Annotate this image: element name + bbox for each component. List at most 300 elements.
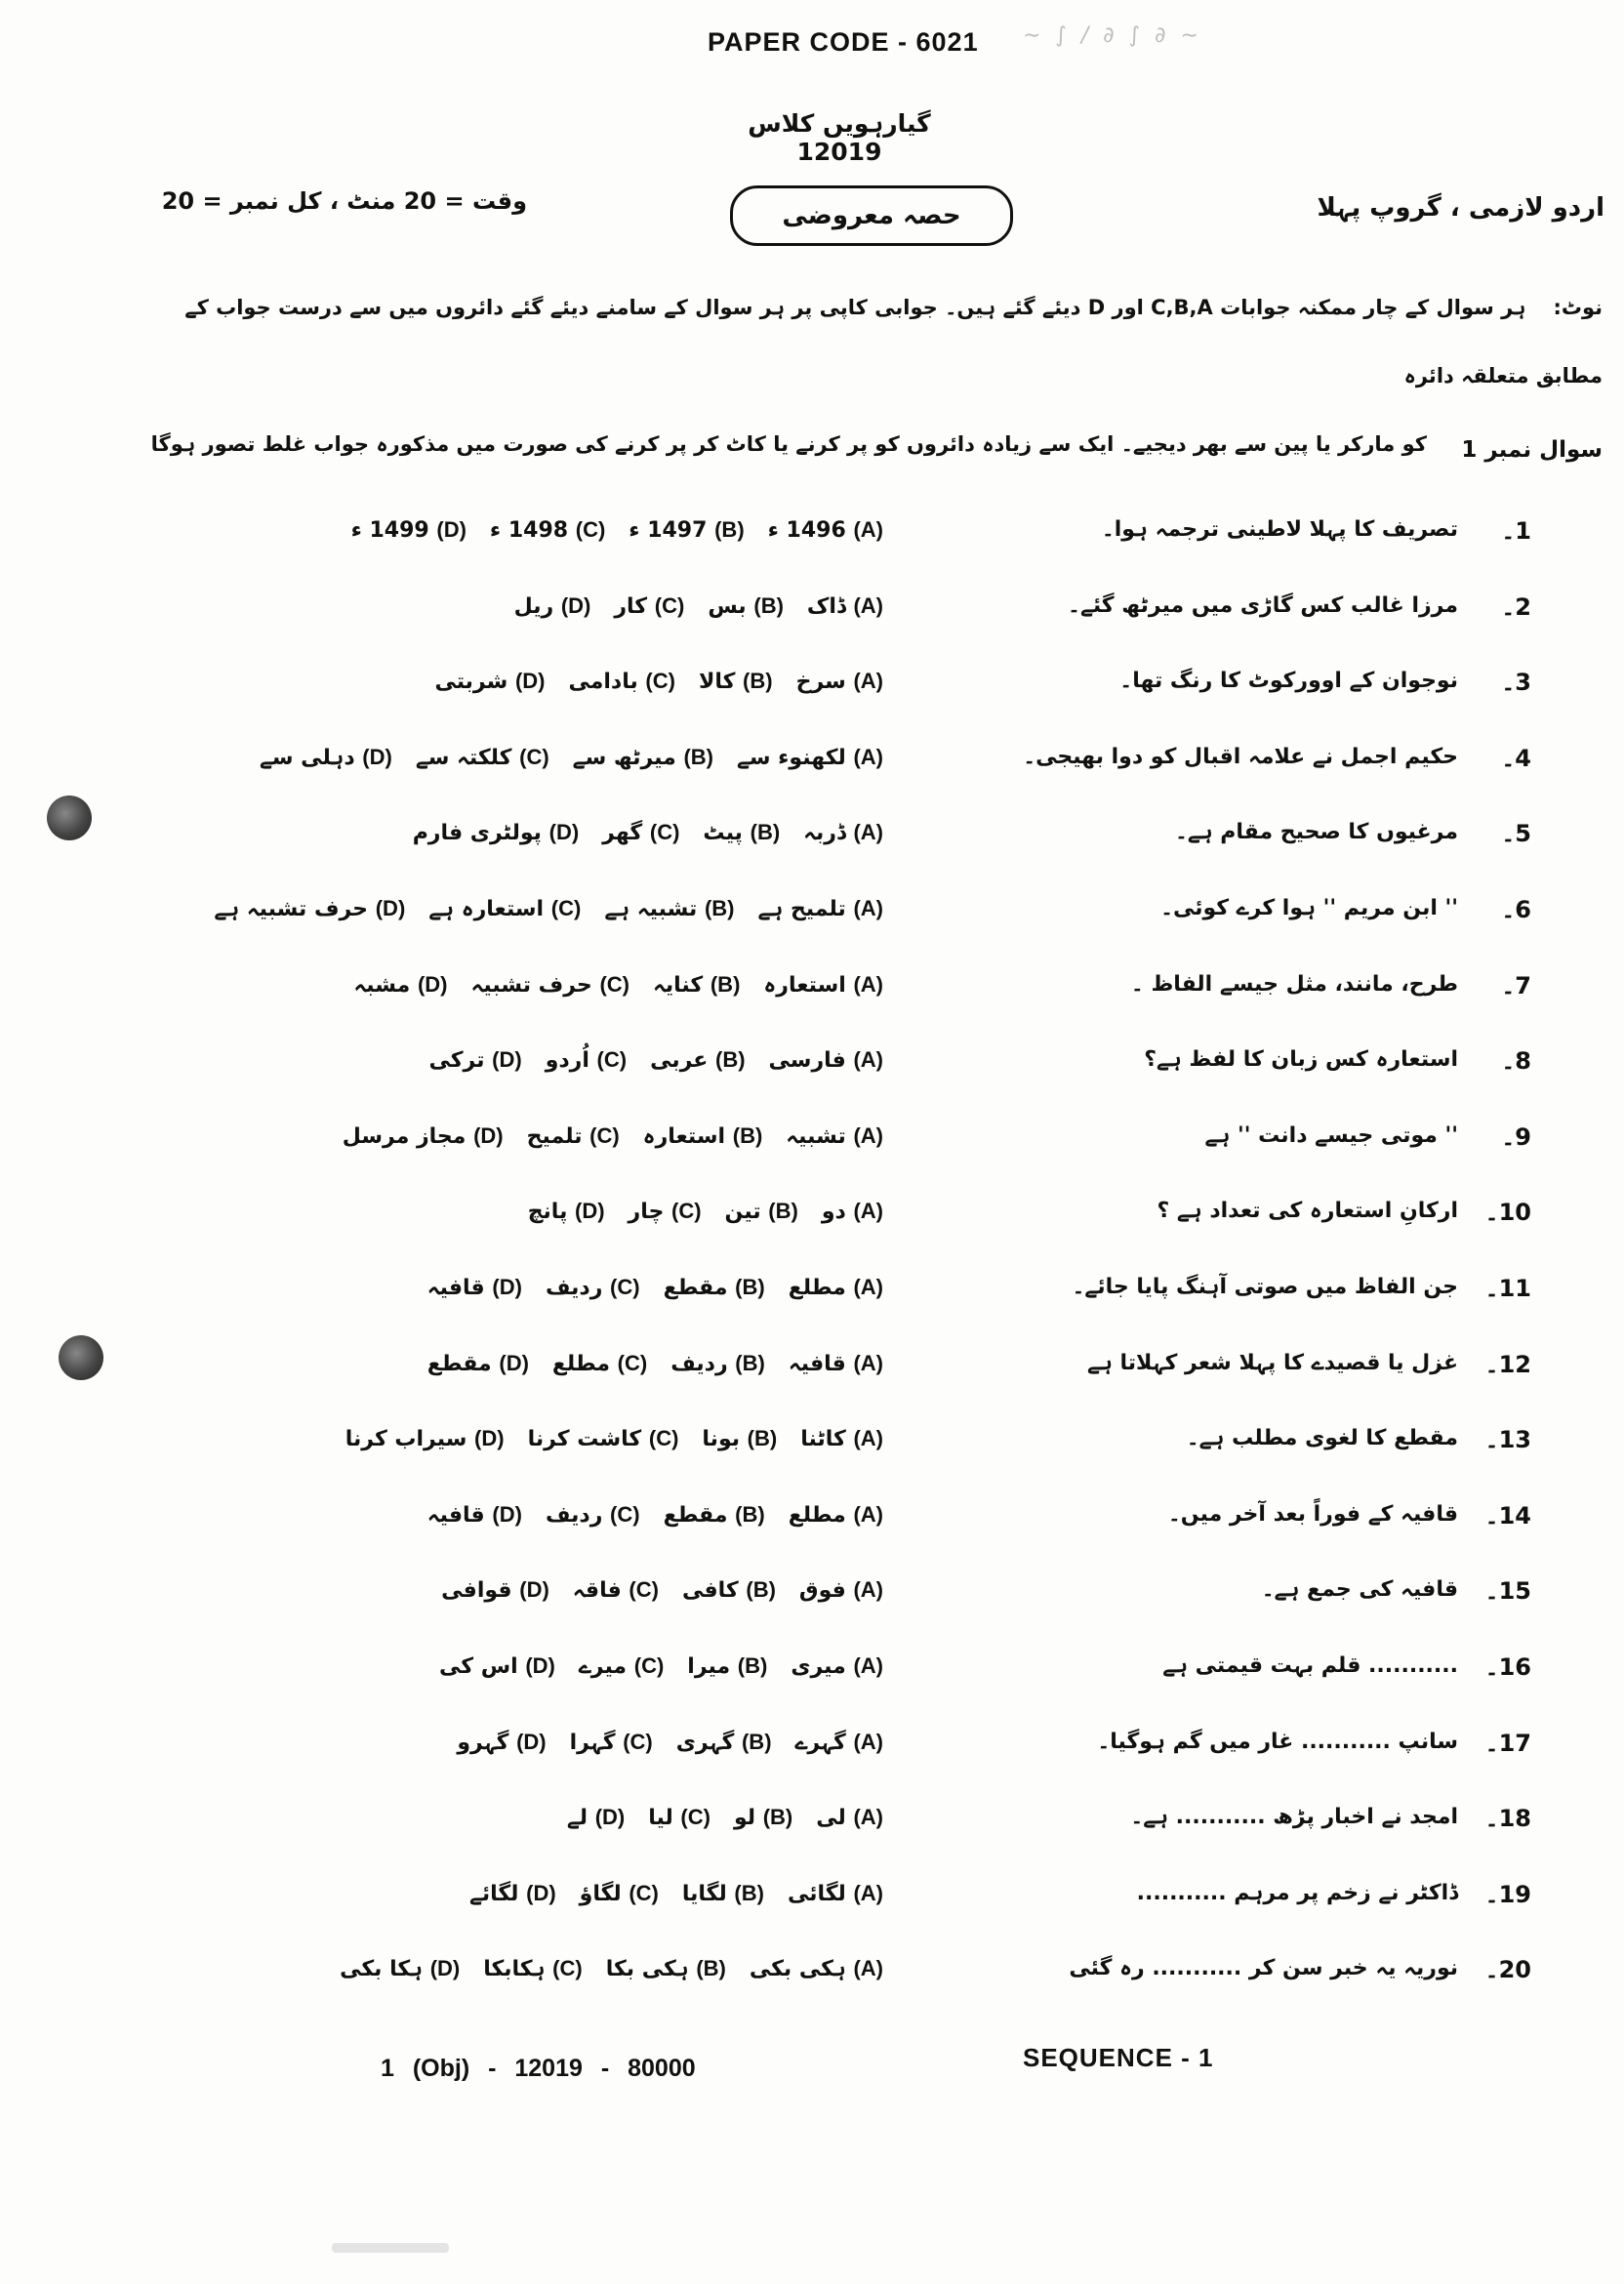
option-text: ہکا بکی <box>340 1957 424 1981</box>
question-text: نوریہ یہ خبر سن کر ........... رہ گئی <box>1069 1956 1458 1980</box>
option-text: قافیہ <box>788 1352 846 1376</box>
question-number: 15۔ <box>1484 1577 1531 1605</box>
answer-options <box>146 669 883 694</box>
question-number: 12۔ <box>1484 1351 1531 1378</box>
answer-option <box>789 1275 883 1300</box>
option-label: (A) <box>853 972 883 997</box>
question-number: 1۔ <box>1501 517 1531 545</box>
answer-option <box>643 1123 763 1149</box>
option-text: لگائی <box>787 1882 846 1906</box>
answer-options <box>146 1502 883 1528</box>
question-number: 18۔ <box>1484 1805 1531 1832</box>
answer-options <box>146 820 883 845</box>
answer-option <box>528 1199 605 1224</box>
question-text: '' ابن مریم '' ہوا کرے کوئی۔ <box>1160 896 1458 920</box>
option-label: (B) <box>741 1730 772 1754</box>
option-label: (C) <box>629 1881 659 1905</box>
footer-code: 1 (Obj) - 12019 - 80000 <box>381 2055 696 2082</box>
option-label: (B) <box>710 972 741 997</box>
option-text: مقطع <box>663 1276 728 1300</box>
option-label: (B) <box>715 1047 746 1072</box>
option-label: (D) <box>375 896 406 920</box>
option-text: فاقہ <box>572 1578 622 1603</box>
option-text: گہری <box>675 1731 735 1755</box>
option-label: (A) <box>853 517 883 542</box>
option-text: شربتی <box>434 670 508 694</box>
option-label: (D) <box>492 1047 522 1072</box>
answer-option <box>703 820 780 845</box>
option-text: میری <box>791 1654 846 1679</box>
option-text: 1496 ء <box>767 518 846 543</box>
answer-option <box>699 669 773 694</box>
answer-option <box>413 820 579 845</box>
answer-option <box>737 745 883 770</box>
option-label: (D) <box>519 1577 549 1602</box>
punch-hole <box>47 795 92 840</box>
option-text: کار <box>614 594 648 619</box>
option-text: استعارہ <box>642 1124 726 1149</box>
option-text: لے <box>566 1806 589 1830</box>
answer-option <box>427 1502 522 1528</box>
answer-option <box>353 972 447 998</box>
answer-option <box>734 1805 792 1830</box>
answer-option <box>682 1881 764 1906</box>
answer-option <box>428 1047 521 1073</box>
option-label: (D) <box>525 1653 555 1678</box>
option-text: حرف تشبیہ <box>470 973 592 998</box>
answer-options <box>146 1199 883 1224</box>
answer-option <box>490 517 605 543</box>
answer-option <box>570 1730 653 1755</box>
option-text: حرف تشبیہ ہے <box>214 897 369 921</box>
option-label: (D) <box>474 1426 505 1450</box>
answer-option <box>567 1805 625 1830</box>
option-label: (A) <box>853 1805 883 1829</box>
option-label: (D) <box>473 1123 504 1148</box>
option-text: دہلی سے <box>260 746 355 770</box>
answer-option <box>340 1956 460 1981</box>
option-label: (A) <box>853 1199 883 1223</box>
option-text: گہرے <box>794 1731 846 1755</box>
option-label: (B) <box>734 1881 764 1905</box>
answer-options <box>146 1351 883 1376</box>
option-label: (B) <box>735 1502 765 1527</box>
answer-option <box>434 669 545 694</box>
option-text: ہکابکا <box>483 1957 546 1981</box>
option-label: (D) <box>499 1351 529 1375</box>
question-heading: سوال نمبر 1 <box>1461 437 1603 463</box>
answer-options <box>146 1653 883 1679</box>
answer-option <box>768 517 883 543</box>
option-label: (A) <box>853 1881 883 1905</box>
answer-option <box>786 1123 883 1149</box>
option-text: کلکتہ سے <box>415 746 512 770</box>
note-text-1: ہر سوال کے چار ممکنہ جوابات C,B,A اور D دیئے گئے ہیں۔ جوابی کاپی پر ہر سوال کے سامنے دیئے گئے دائروں میں سے درست جواب کے مطابق متعلقہ دائرہ <box>184 296 1603 387</box>
option-label: (B) <box>753 593 784 618</box>
option-text: لگائے <box>468 1882 519 1906</box>
option-text: اس کی <box>439 1654 518 1679</box>
answer-option <box>428 896 581 921</box>
answer-option <box>664 1275 765 1300</box>
option-label: (A) <box>853 1730 883 1754</box>
question-number: 17۔ <box>1484 1730 1531 1757</box>
option-label: (C) <box>596 1047 628 1072</box>
option-text: لیا <box>648 1806 673 1830</box>
option-label: (C) <box>550 896 582 920</box>
option-text: پانچ <box>527 1200 568 1224</box>
answer-option <box>799 1577 883 1603</box>
answer-options <box>146 1577 883 1603</box>
answer-option <box>552 1351 647 1376</box>
option-label: (B) <box>704 896 735 920</box>
option-text: قافیہ <box>426 1503 485 1528</box>
answer-option <box>796 669 883 694</box>
option-text: کافی <box>681 1578 739 1603</box>
question-number: 6۔ <box>1501 896 1531 923</box>
option-text: 1498 ء <box>489 518 569 543</box>
question-text: سانپ ........... غار میں گم ہوگیا۔ <box>1097 1730 1458 1754</box>
question-text: ارکانِ استعارہ کی تعداد ہے ؟ <box>1157 1199 1458 1223</box>
option-text: فارسی <box>768 1048 846 1073</box>
option-label: (A) <box>853 1123 883 1148</box>
answer-option <box>803 820 883 845</box>
section-title: حصہ معروضی <box>730 185 1013 246</box>
option-label: (C) <box>575 517 606 542</box>
option-label: (C) <box>629 1577 659 1602</box>
option-label: (D) <box>526 1881 556 1905</box>
option-text: کاشت کرنا <box>527 1427 642 1451</box>
time-and-marks: وقت = 20 منٹ ، کل نمبر = 20 <box>161 187 527 215</box>
answer-options <box>146 1805 883 1830</box>
question-number: 2۔ <box>1501 593 1531 621</box>
question-number: 13۔ <box>1484 1426 1531 1453</box>
option-text: استعارہ <box>763 973 846 998</box>
answer-option <box>343 1123 504 1149</box>
option-text: عربی <box>650 1048 709 1073</box>
option-text: 1499 ء <box>350 518 429 543</box>
option-label: (A) <box>853 1351 883 1375</box>
option-text: مطلع <box>788 1276 846 1300</box>
option-text: کالا <box>698 670 736 694</box>
option-text: مشبہ <box>353 973 411 998</box>
option-text: تشبیہ ہے <box>604 897 698 921</box>
option-label: (D) <box>514 669 546 693</box>
answer-option <box>457 1730 546 1755</box>
answer-option <box>750 1956 883 1981</box>
paper-code: PAPER CODE - 6021 <box>708 27 979 57</box>
answer-options <box>146 1426 883 1451</box>
answer-option <box>573 1577 659 1603</box>
option-label: (D) <box>417 972 448 997</box>
question-text: مرزا غالب کس گاڑی میں میرٹھ گئے۔ <box>1068 593 1458 618</box>
question-number: 16۔ <box>1484 1653 1531 1681</box>
option-text: میرٹھ سے <box>572 746 676 770</box>
answer-option <box>614 593 684 619</box>
option-text: ڈربہ <box>803 821 846 845</box>
question-text: استعارہ کس زبان کا لفظ ہے؟ <box>1144 1047 1458 1072</box>
option-label: (B) <box>714 517 745 542</box>
scan-smudge <box>332 2243 449 2253</box>
option-label: (A) <box>853 1047 883 1072</box>
answer-option <box>653 972 740 998</box>
answer-option <box>483 1956 582 1981</box>
question-number: 3۔ <box>1501 669 1531 696</box>
answer-option <box>514 593 591 619</box>
option-label: (A) <box>853 669 883 693</box>
option-label: (B) <box>696 1956 726 1980</box>
answer-option <box>763 972 883 998</box>
answer-option <box>579 1653 664 1679</box>
question-text: جن الفاظ میں صوتی آہنگ پایا جائے۔ <box>1072 1275 1458 1299</box>
option-text: پیٹ <box>703 821 743 845</box>
answer-option <box>816 1805 883 1830</box>
option-label: (D) <box>548 820 580 844</box>
question-text: طرح، مانند، مثل جیسے الفاظ ۔ <box>1130 972 1458 997</box>
answer-option <box>441 1577 549 1603</box>
option-text: میرے <box>578 1654 628 1679</box>
answer-option <box>702 1426 777 1451</box>
question-number: 8۔ <box>1501 1047 1531 1075</box>
option-label: (A) <box>853 593 883 618</box>
answer-option <box>725 1199 798 1224</box>
answer-option <box>351 517 467 543</box>
option-text: لگایا <box>681 1882 727 1906</box>
question-number: 10۔ <box>1484 1199 1531 1226</box>
option-text: مقطع <box>426 1352 492 1376</box>
answer-option <box>682 1577 776 1603</box>
option-text: قافیہ <box>426 1276 485 1300</box>
option-label: (B) <box>762 1805 793 1829</box>
option-text: چار <box>628 1200 665 1224</box>
option-label: (C) <box>649 820 680 844</box>
answer-options <box>146 593 883 619</box>
answer-option <box>629 517 744 543</box>
question-number: 11۔ <box>1484 1275 1531 1302</box>
option-text: پولٹری فارم <box>412 821 542 845</box>
answer-option <box>602 820 679 845</box>
option-label: (C) <box>680 1805 710 1829</box>
option-label: (A) <box>853 1577 883 1602</box>
answer-option <box>769 1047 883 1073</box>
answer-option <box>795 1730 883 1755</box>
question-text: حکیم اجمل نے علامہ اقبال کو دوا بھیجی۔ <box>1023 745 1458 769</box>
option-text: تین <box>724 1200 761 1224</box>
answer-option <box>788 1881 883 1906</box>
answer-option <box>546 1502 640 1528</box>
answer-option <box>416 745 549 770</box>
option-label: (D) <box>492 1275 522 1299</box>
answer-option <box>822 1199 883 1224</box>
subject-group: اردو لازمی ، گروپ پہلا <box>1317 193 1604 223</box>
option-label: (C) <box>617 1351 648 1375</box>
option-text: گہرو <box>457 1731 509 1755</box>
question-number: 7۔ <box>1501 972 1531 999</box>
answer-option <box>676 1730 772 1755</box>
answer-option <box>648 1805 710 1830</box>
answer-option <box>758 896 884 921</box>
question-text: قافیہ کے فوراً بعد آخر میں۔ <box>1167 1502 1458 1527</box>
option-label: (B) <box>737 1653 768 1678</box>
question-number: 5۔ <box>1501 820 1531 847</box>
option-text: تلمیح ہے <box>757 897 846 921</box>
footer-sequence: SEQUENCE - 1 <box>1023 2043 1214 2072</box>
answer-option <box>568 669 674 694</box>
option-label: (B) <box>743 669 773 693</box>
answer-options <box>146 517 883 543</box>
option-label: (C) <box>671 1199 702 1223</box>
answer-option <box>546 1047 627 1073</box>
question-text: مرغیوں کا صحیح مقام ہے۔ <box>1174 820 1458 844</box>
answer-option <box>260 745 392 770</box>
option-label: (A) <box>853 745 883 769</box>
answer-option <box>546 1275 640 1300</box>
option-label: (B) <box>747 1426 778 1450</box>
question-text: امجد نے اخبار پڑھ ........... ہے۔ <box>1130 1805 1458 1829</box>
option-text: تشبیہ <box>786 1124 846 1149</box>
option-label: (A) <box>853 896 883 920</box>
punch-hole <box>59 1335 103 1380</box>
option-label: (C) <box>623 1730 653 1754</box>
answer-option <box>345 1426 505 1451</box>
answer-option <box>789 1502 883 1528</box>
question-number: 20۔ <box>1484 1956 1531 1983</box>
option-label: (D) <box>429 1956 461 1980</box>
answer-option <box>471 972 629 998</box>
option-label: (D) <box>575 1199 605 1223</box>
option-label: (A) <box>853 1956 883 1980</box>
answer-option <box>800 1426 883 1451</box>
answer-option <box>427 1275 522 1300</box>
question-number: 19۔ <box>1484 1881 1531 1908</box>
answer-options <box>146 1956 883 1981</box>
option-text: گہرا <box>569 1731 616 1755</box>
question-number: 14۔ <box>1484 1502 1531 1529</box>
answer-option <box>528 1426 679 1451</box>
answer-option <box>670 1351 765 1376</box>
option-text: گھر <box>602 821 643 845</box>
question-text: تصریف کا پہلا لاطینی ترجمہ ہوا۔ <box>1101 517 1458 542</box>
option-text: کنایہ <box>652 973 704 998</box>
answer-option <box>573 745 713 770</box>
option-text: ردیف <box>670 1352 728 1376</box>
option-text: ردیف <box>545 1503 603 1528</box>
note-line-2: کو مارکر یا پین سے بھر دیجیے۔ ایک سے زیادہ دائروں کو پر کرنے یا کاٹ کر پر کرنے کی صورت میں مذکورہ جواب غلط تصور ہوگا <box>150 432 1427 456</box>
option-label: (D) <box>516 1730 547 1754</box>
question-text: نوجوان کے اوورکوٹ کا رنگ تھا۔ <box>1119 669 1458 693</box>
option-label: (C) <box>645 669 675 693</box>
question-text: قافیہ کی جمع ہے۔ <box>1261 1577 1458 1602</box>
option-label: (D) <box>594 1805 626 1829</box>
option-text: قوافی <box>441 1578 512 1603</box>
question-text: ڈاکٹر نے زخم پر مرہم ........... <box>1136 1881 1458 1905</box>
option-text: بونا <box>702 1427 740 1451</box>
note-label: نوٹ: <box>1553 296 1603 319</box>
answer-option <box>664 1502 765 1528</box>
option-label: (C) <box>633 1653 665 1678</box>
answer-option <box>439 1653 555 1679</box>
answer-option <box>527 1123 620 1149</box>
option-text: 1497 ء <box>629 518 708 543</box>
option-label: (B) <box>683 745 713 769</box>
option-text: میرا <box>687 1654 731 1679</box>
option-label: (C) <box>599 972 629 997</box>
answer-options <box>146 1123 883 1149</box>
option-label: (D) <box>560 593 591 618</box>
answer-option <box>708 593 784 619</box>
option-text: استعارہ ہے <box>428 897 545 921</box>
option-text: ڈاک <box>806 594 846 619</box>
option-text: ہکی بکی <box>749 1957 846 1981</box>
option-text: مجاز مرسل <box>342 1124 467 1149</box>
option-text: بس <box>708 594 747 619</box>
option-text: فوق <box>798 1578 846 1603</box>
answer-option <box>427 1351 529 1376</box>
option-text: دو <box>821 1200 846 1224</box>
question-text: '' موتی جیسے دانت '' ہے <box>1204 1123 1458 1148</box>
option-text: تلمیح <box>526 1124 583 1149</box>
option-label: (B) <box>750 820 781 844</box>
instructions-note <box>148 273 1603 478</box>
option-label: (C) <box>610 1275 640 1299</box>
answer-option <box>214 896 405 921</box>
answer-option <box>807 593 883 619</box>
option-label: (B) <box>746 1577 776 1602</box>
option-label: (B) <box>732 1123 763 1148</box>
option-label: (B) <box>735 1275 765 1299</box>
answer-options <box>146 1730 883 1755</box>
answer-options <box>146 972 883 998</box>
option-label: (A) <box>853 1426 883 1450</box>
option-label: (B) <box>768 1199 798 1223</box>
answer-options <box>146 745 883 770</box>
answer-option <box>629 1199 702 1224</box>
option-text: مقطع <box>663 1503 728 1528</box>
option-label: (A) <box>853 1653 883 1678</box>
question-number: 9۔ <box>1501 1123 1531 1151</box>
answer-options <box>146 896 883 921</box>
option-text: لگاؤ <box>579 1882 622 1906</box>
option-label: (C) <box>589 1123 620 1148</box>
option-text: سرخ <box>795 670 846 694</box>
option-label: (B) <box>735 1351 765 1375</box>
option-label: (C) <box>610 1502 640 1527</box>
option-label: (A) <box>853 1502 883 1527</box>
option-label: (C) <box>552 1956 583 1980</box>
note-line-1 <box>148 273 1603 410</box>
question-number: 4۔ <box>1501 745 1531 772</box>
answer-option <box>687 1653 767 1679</box>
option-label: (A) <box>853 1275 883 1299</box>
answer-option <box>469 1881 556 1906</box>
option-label: (D) <box>492 1502 522 1527</box>
option-label: (D) <box>436 517 467 542</box>
option-text: اُردو <box>545 1048 589 1073</box>
answer-options <box>146 1881 883 1906</box>
class-line: گیارہویں کلاس 12019 <box>748 109 931 166</box>
option-text: سیراب کرنا <box>345 1427 467 1451</box>
option-label: (C) <box>519 745 549 769</box>
question-text: مقطع کا لغوی مطلب ہے۔ <box>1186 1426 1458 1450</box>
answer-option <box>580 1881 659 1906</box>
option-text: مطلع <box>788 1503 846 1528</box>
option-text: لکھنوء سے <box>736 746 846 770</box>
answer-options <box>146 1275 883 1300</box>
option-text: مطلع <box>551 1352 610 1376</box>
answer-option <box>789 1351 883 1376</box>
option-label: (A) <box>853 820 883 844</box>
answer-option <box>606 1956 726 1981</box>
option-text: لی <box>816 1806 846 1830</box>
